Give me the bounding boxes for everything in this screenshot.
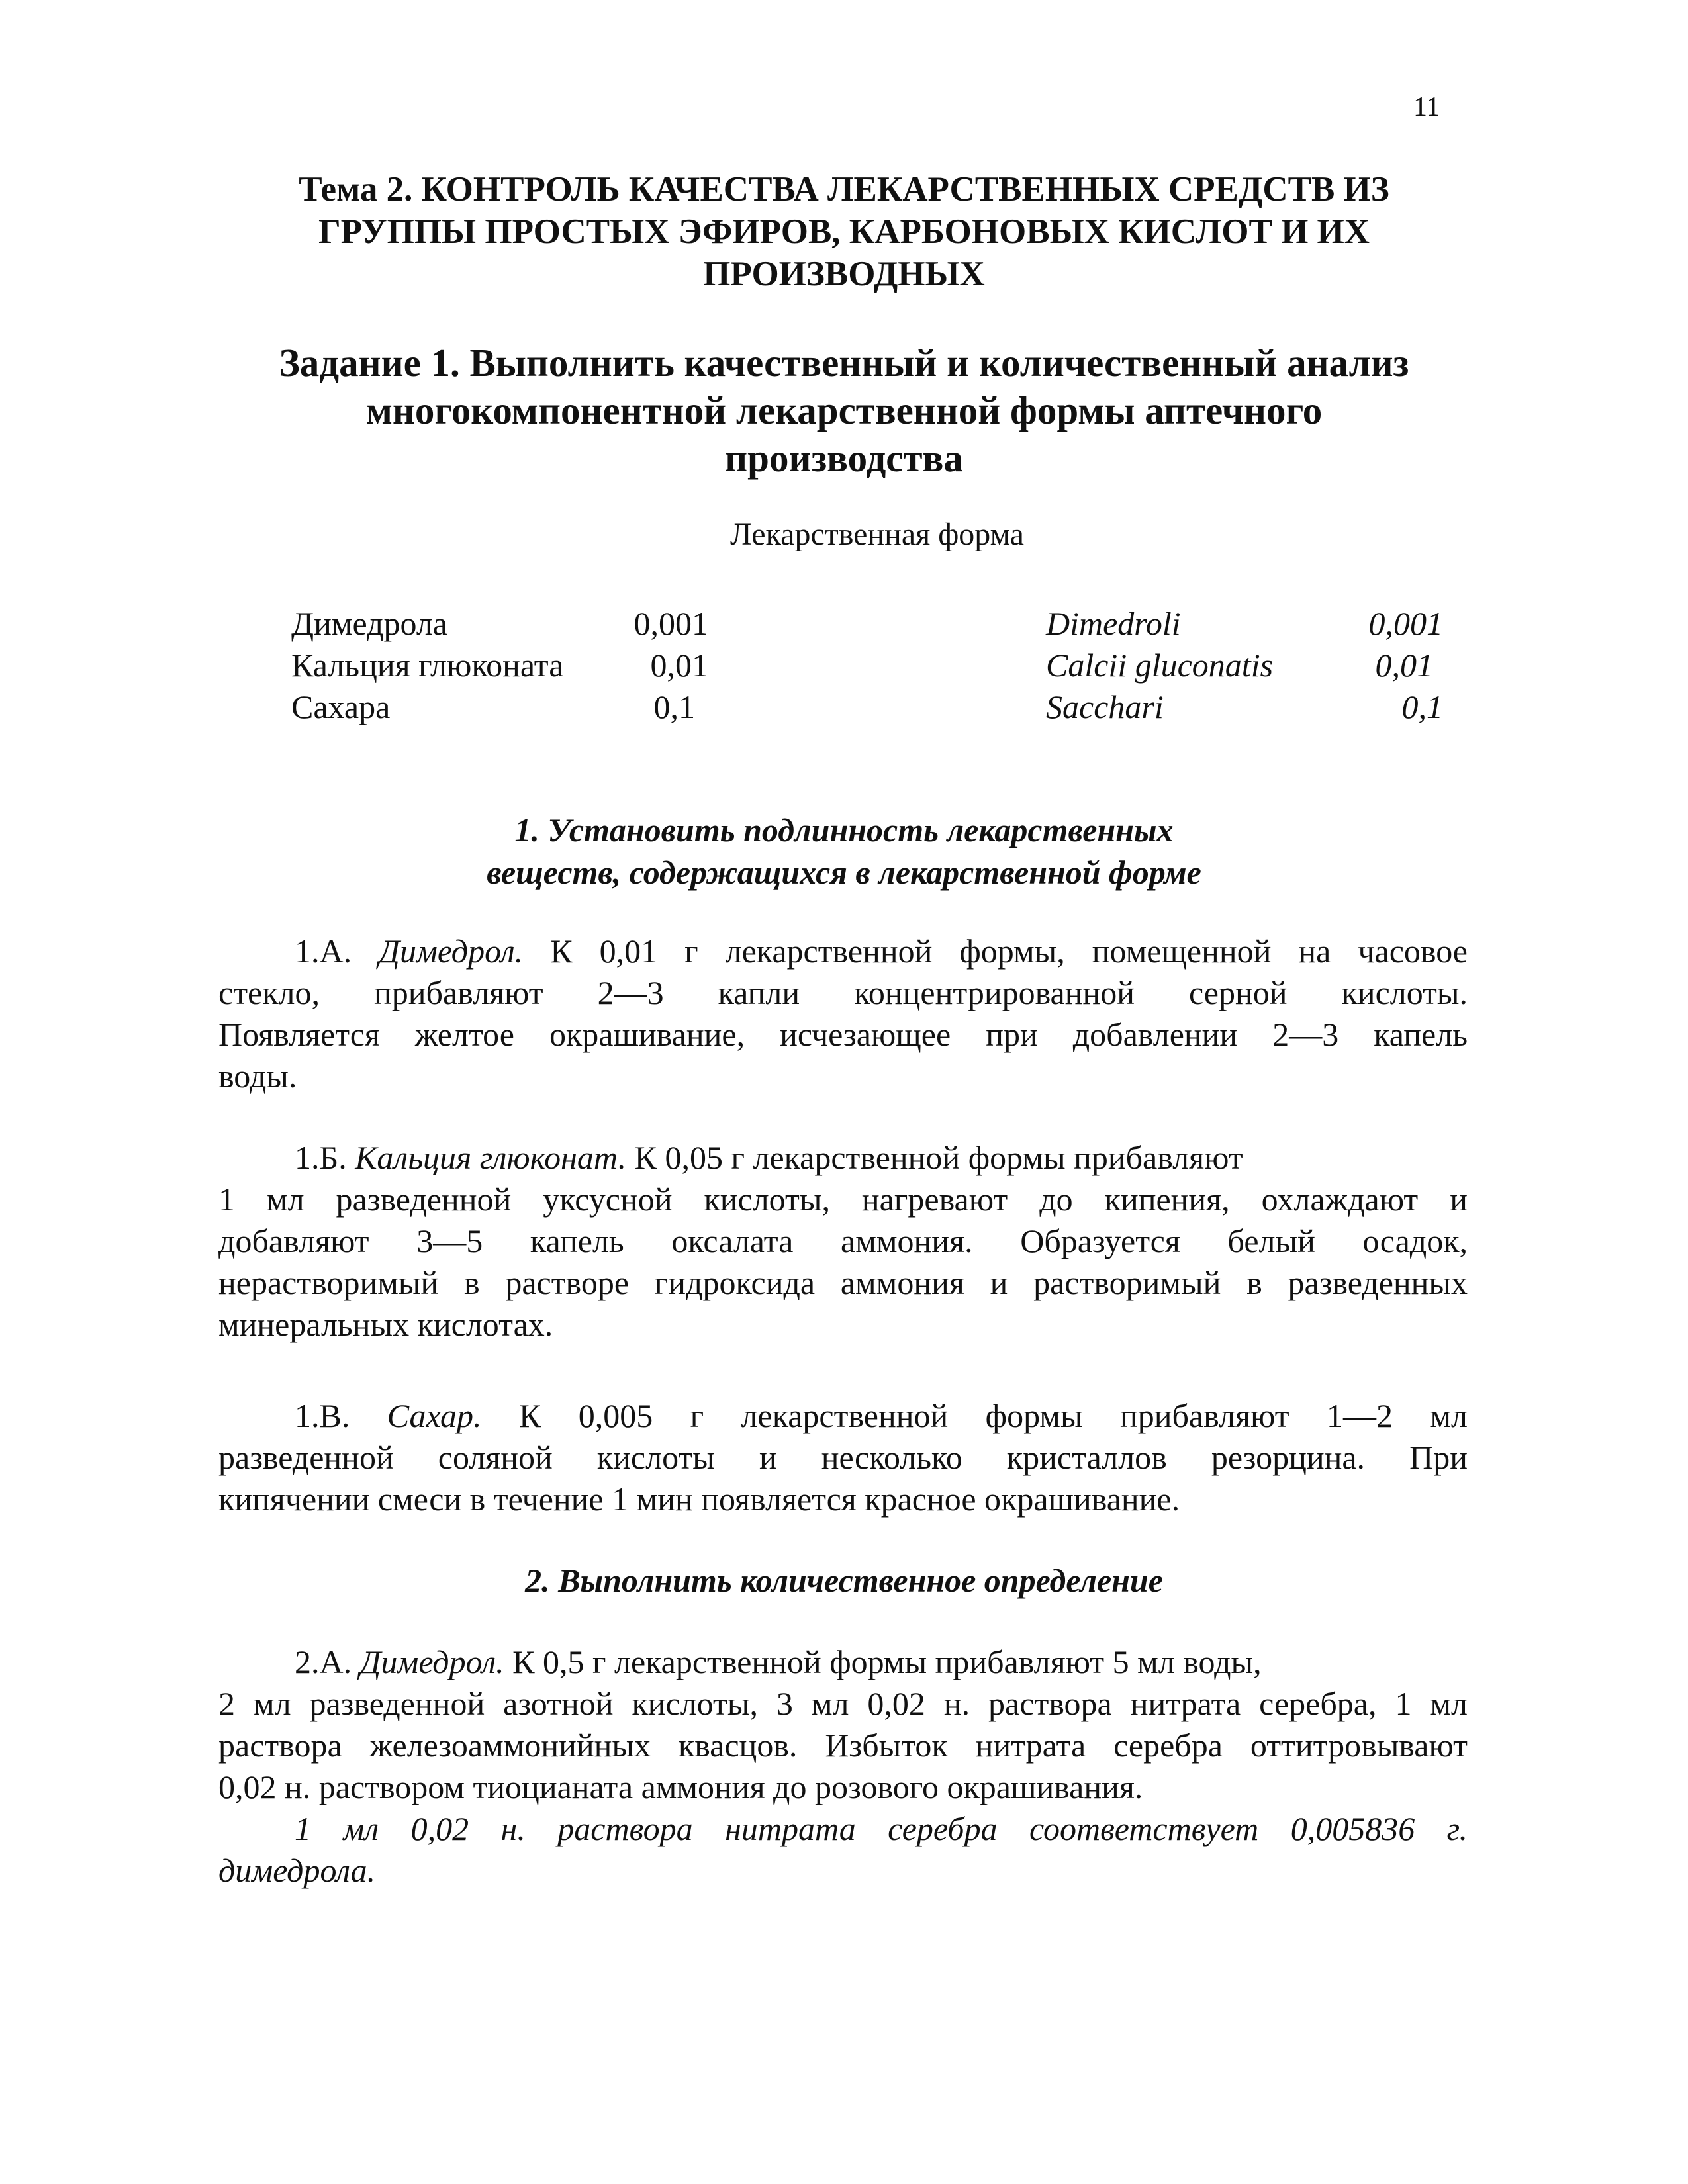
paragraph-line: кипячении смеси в течение 1 мин появляется красное окрашивание. [218, 1480, 1180, 1518]
paragraph-line: разведенной соляной кислоты и несколько кристаллов резорцина. При [218, 1439, 1468, 1476]
paragraph-line [218, 1641, 1468, 1683]
substance-name: Кальция глюконат. [355, 1139, 627, 1176]
paragraph-text: К 0,005 г лекарственной формы прибавляют 1—2 мл [481, 1397, 1468, 1434]
topic-title [218, 168, 1470, 295]
topic-title-line: Тема 2. КОНТРОЛЬ КАЧЕСТВА ЛЕКАРСТВЕННЫХ СРЕДСТВ ИЗ [299, 170, 1389, 208]
paragraph-text: К 0,01 г лекарственной формы, помещенной на часовое [523, 933, 1468, 970]
paragraph-line: раствора железоаммонийных квасцов. Избыток нитрата серебра оттитровывают [218, 1727, 1468, 1764]
paragraph-line: 0,02 н. раствором тиоцианата аммония до розового окрашивания. [218, 1768, 1143, 1805]
rx-dose: 0,01 [1375, 647, 1433, 684]
paragraph-line [218, 931, 1468, 972]
equivalence-line: димедрола. [218, 1852, 376, 1889]
rx-name: Sacchari [1046, 688, 1164, 725]
paragraph-text: К 0,05 г лекарственной формы прибавляют [626, 1139, 1243, 1176]
substance-name: Димедрол. [379, 933, 524, 970]
paragraph-1a [218, 931, 1468, 1097]
paragraph-1b [218, 1137, 1468, 1345]
paragraph-text: К 0,5 г лекарственной формы прибавляют 5 мл воды, [504, 1643, 1262, 1680]
rx-name: Сахара [291, 688, 391, 725]
section-heading-line: 1. Установить подлинность лекарственных [514, 811, 1174, 848]
task-title-line: производства [725, 436, 963, 480]
paragraph-2a [218, 1641, 1468, 1891]
paragraph-1v [218, 1395, 1468, 1520]
section-heading-line: веществ, содержащихся в лекарственной форме [487, 854, 1201, 891]
paragraph-label: 1.А. [295, 933, 379, 970]
paragraph-line: минеральных кислотах. [218, 1306, 553, 1343]
section2-heading: 2. Выполнить количественное определение [525, 1562, 1163, 1599]
task-title [199, 339, 1489, 482]
formula-label: Лекарственная форма [730, 517, 1024, 552]
rx-name: Димедрола [291, 605, 447, 642]
rx-dose: 0,001 [1368, 605, 1443, 642]
topic-title-line: ГРУППЫ ПРОСТЫХ ЭФИРОВ, КАРБОНОВЫХ КИСЛОТ И ИХ [318, 212, 1370, 251]
rx-name: Calcii gluconatis [1046, 647, 1274, 684]
paragraph-line: стекло, прибавляют 2—3 капли концентрированной серной кислоты. [218, 974, 1468, 1011]
paragraph-line: Появляется желтое окрашивание, исчезающее при добавлении 2—3 капель [218, 1016, 1468, 1053]
paragraph-line [218, 1137, 1468, 1179]
paragraph-line: нерастворимый в растворе гидроксида аммония и растворимый в разведенных [218, 1264, 1468, 1301]
paragraph-label: 1.Б. [295, 1139, 355, 1176]
paragraph-line: воды. [218, 1058, 297, 1095]
paragraph-label: 1.В. [295, 1397, 387, 1434]
rx-name: Dimedroli [1046, 605, 1181, 642]
task-title-line: многокомпонентной лекарственной формы аптечного [365, 388, 1323, 432]
section1-heading [218, 809, 1470, 893]
rx-dose: 0,01 [650, 647, 708, 684]
rx-dose: 0,1 [653, 688, 695, 725]
paragraph-line: 2 мл разведенной азотной кислоты, 3 мл 0,02 н. раствора нитрата серебра, 1 мл [218, 1685, 1468, 1722]
page-number: 11 [1413, 92, 1440, 122]
paragraph-line: 1 мл разведенной уксусной кислоты, нагревают до кипения, охлаждают и [218, 1181, 1468, 1218]
topic-title-line: ПРОИЗВОДНЫХ [703, 255, 985, 293]
substance-name: Димедрол. [359, 1643, 504, 1680]
paragraph-line: добавляют 3—5 капель оксалата аммония. Образуется белый осадок, [218, 1222, 1468, 1259]
task-title-line: Задание 1. Выполнить качественный и количественный анализ [279, 341, 1409, 385]
rx-name: Кальция глюконата [291, 647, 564, 684]
substance-name: Сахар. [387, 1397, 482, 1434]
paragraph-line [218, 1395, 1468, 1437]
paragraph-label: 2.А. [295, 1643, 360, 1680]
equivalence-line: 1 мл 0,02 н. раствора нитрата серебра соответствует 0,005836 г. [295, 1810, 1468, 1847]
rx-dose: 0,001 [633, 605, 708, 642]
rx-dose: 0,1 [1401, 688, 1443, 725]
